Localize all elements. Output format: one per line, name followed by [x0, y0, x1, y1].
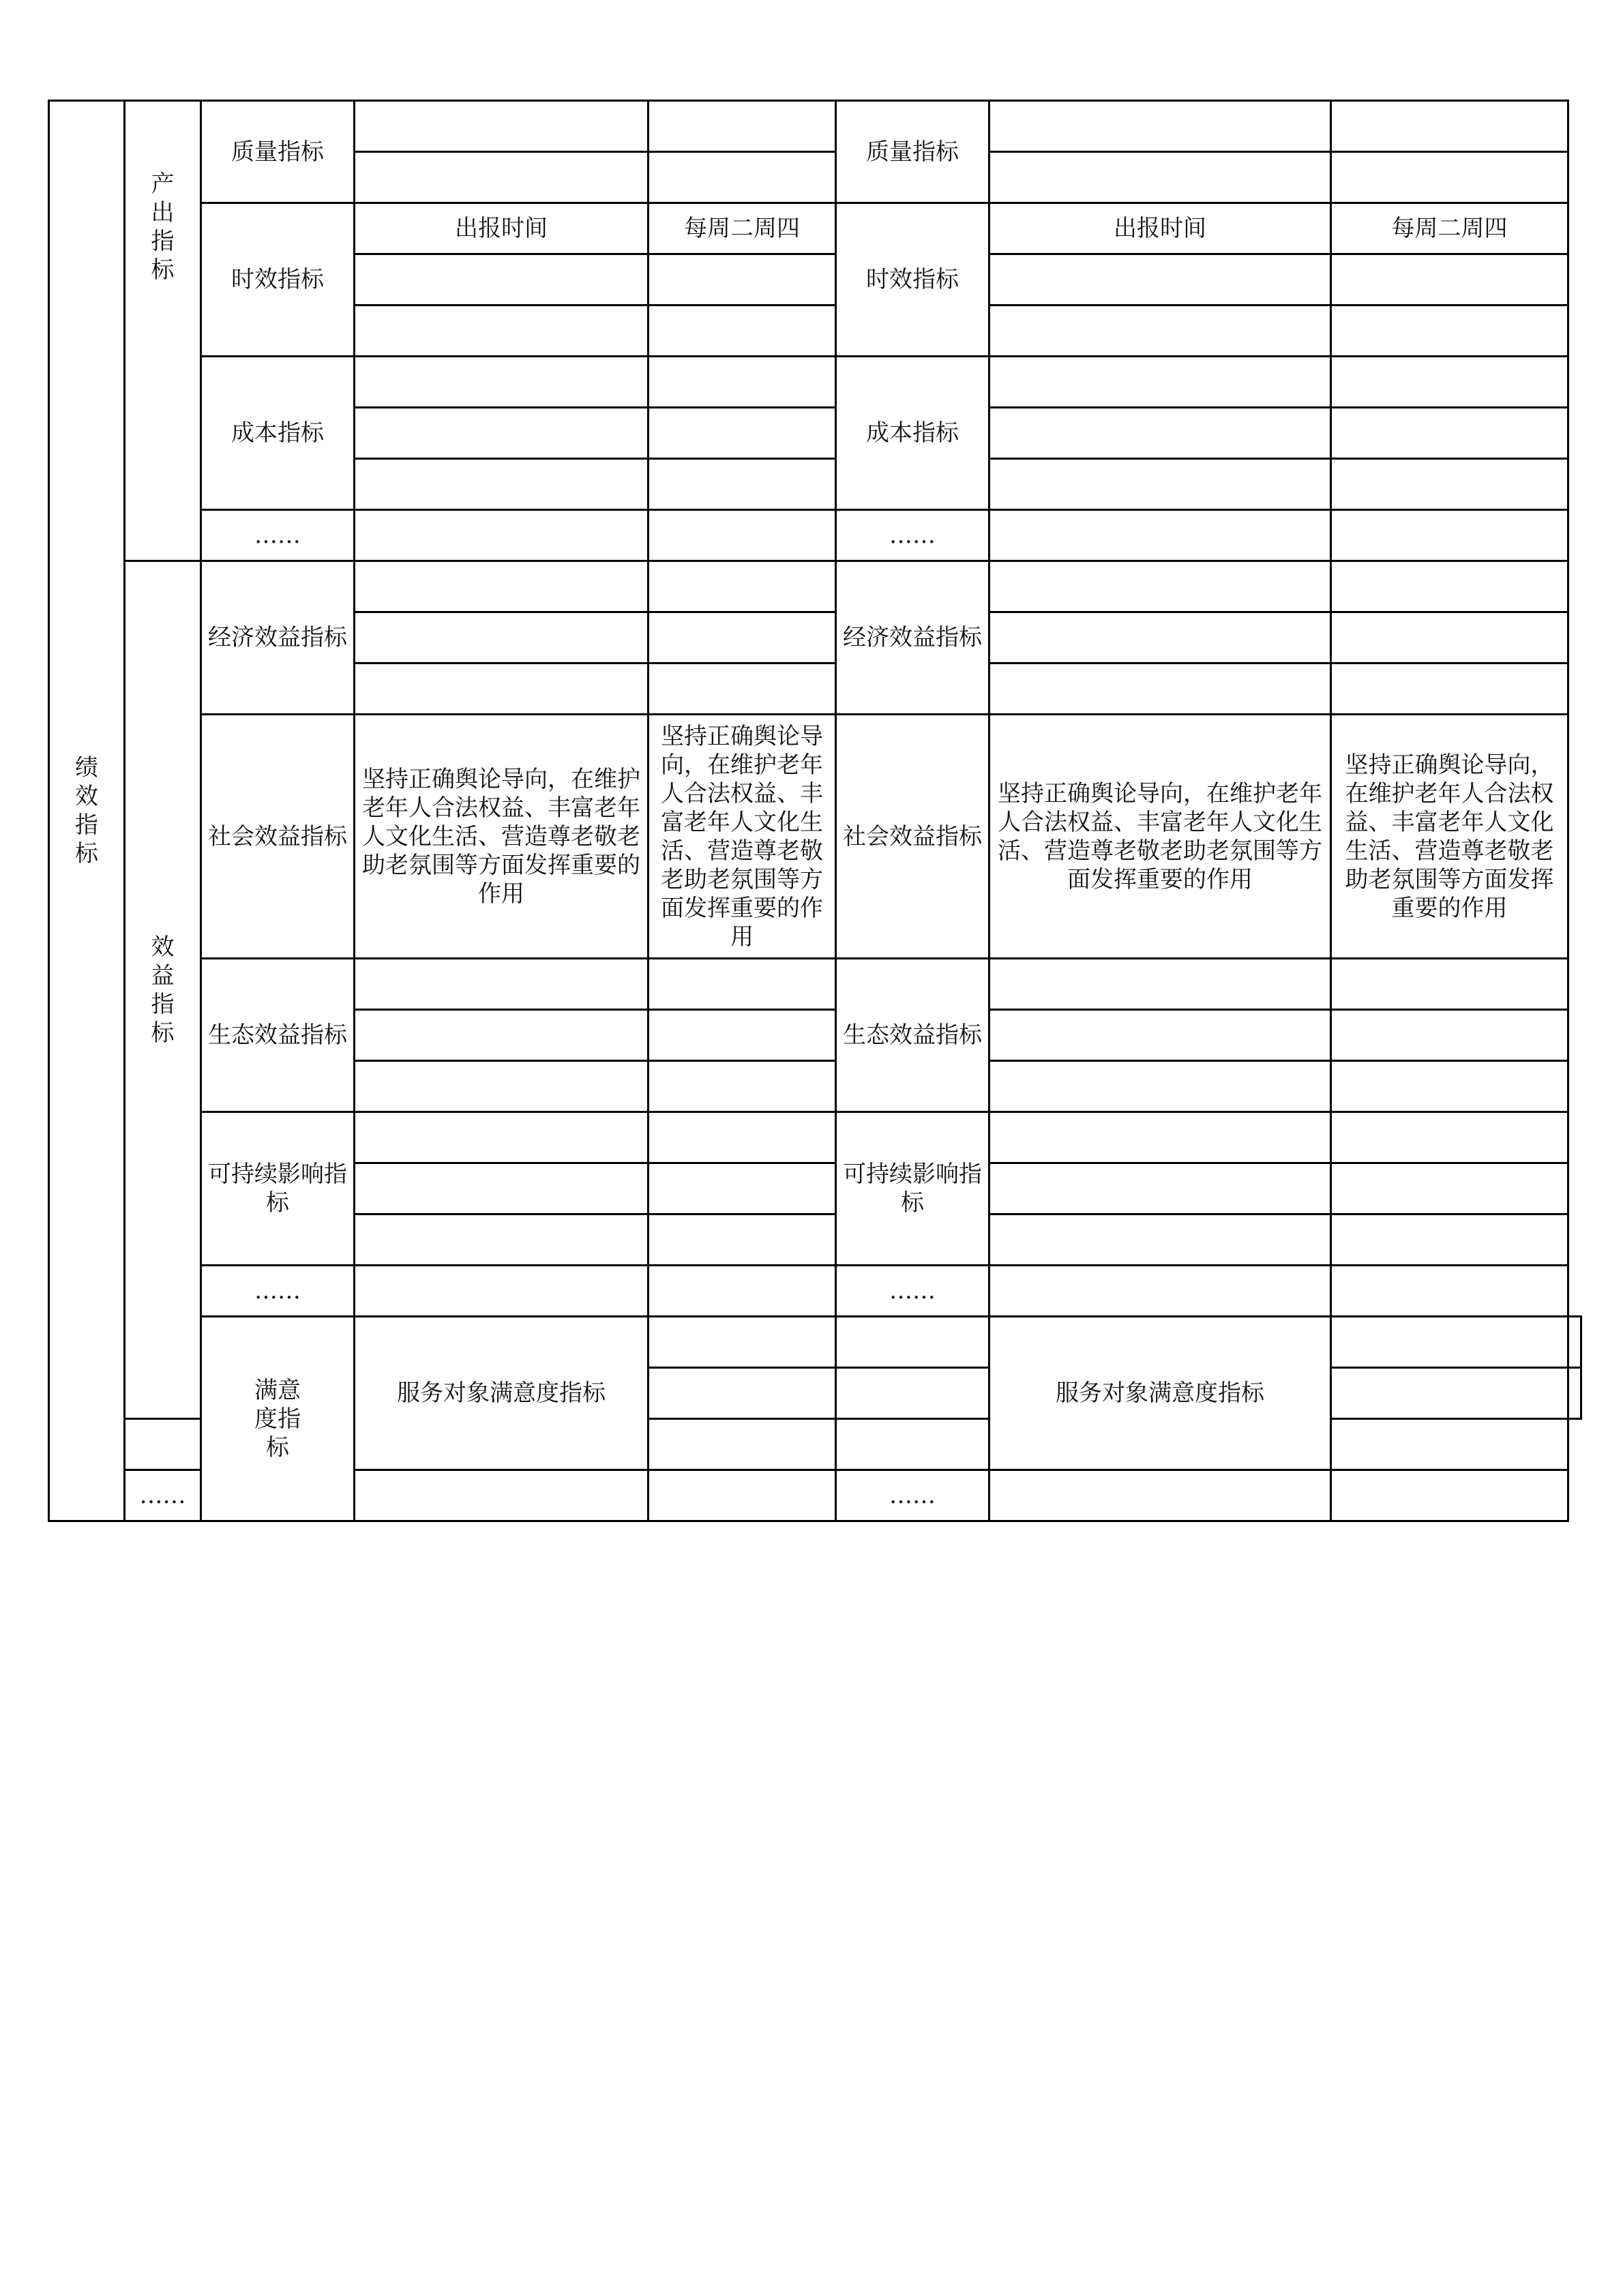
value-cell — [649, 1266, 836, 1317]
value-cell — [989, 1266, 1331, 1317]
sustainable-indicator-right: 可持续影响指标 — [836, 1112, 989, 1266]
value-cell — [989, 1214, 1331, 1266]
value-cell — [1331, 459, 1568, 510]
value-cell — [649, 459, 836, 510]
value-cell — [989, 1061, 1331, 1112]
value-cell — [355, 459, 649, 510]
social-benefit-text: 坚持正确舆论导向，在维护老年人合法权益、丰富老年人文化生活、营造尊老敬老助老氛围等方面发挥重要的作用 — [355, 715, 649, 959]
value-cell — [355, 101, 649, 152]
table-row — [49, 715, 1581, 959]
ellipsis-left: …… — [201, 510, 355, 561]
value-cell — [355, 408, 649, 459]
value-cell — [1568, 1317, 1581, 1368]
value-cell — [355, 510, 649, 561]
value-cell — [649, 1163, 836, 1214]
value-cell — [989, 357, 1331, 408]
performance-indicator-table — [48, 100, 1582, 1522]
ellipsis-left: …… — [125, 1470, 201, 1521]
economic-indicator-right: 经济效益指标 — [836, 561, 989, 715]
value-cell — [355, 561, 649, 612]
value-cell — [1331, 152, 1568, 203]
value-cell — [649, 1419, 836, 1470]
value-cell — [649, 1214, 836, 1266]
value-cell — [125, 1419, 201, 1470]
value-cell — [355, 1061, 649, 1112]
value-cell — [649, 612, 836, 664]
sustainable-indicator-left: 可持续影响指标 — [201, 1112, 355, 1266]
cost-indicator-right: 成本指标 — [836, 357, 989, 510]
value-cell — [1331, 305, 1568, 357]
value-cell — [1331, 101, 1568, 152]
output-indicator-label: 产出指标 — [151, 170, 175, 284]
table-row — [49, 510, 1581, 561]
table-row — [49, 101, 1581, 152]
value-cell — [1568, 1368, 1581, 1419]
value-cell — [989, 152, 1331, 203]
value-cell — [649, 561, 836, 612]
social-indicator-left: 社会效益指标 — [201, 715, 355, 959]
value-cell — [355, 1470, 649, 1521]
value-cell — [355, 152, 649, 203]
value-cell — [355, 1163, 649, 1214]
table-row — [49, 1317, 1581, 1368]
table-row — [49, 959, 1581, 1010]
value-cell — [649, 1470, 836, 1521]
ellipsis-left: …… — [201, 1266, 355, 1317]
value-cell — [649, 152, 836, 203]
value-cell — [989, 1112, 1331, 1163]
report-time-name-left: 出报时间 — [355, 203, 649, 254]
value-cell — [836, 1419, 989, 1470]
value-cell — [1331, 1163, 1568, 1214]
value-cell — [1331, 1470, 1568, 1521]
value-cell — [649, 305, 836, 357]
value-cell — [1331, 1112, 1568, 1163]
value-cell — [649, 101, 836, 152]
value-cell — [989, 664, 1331, 715]
cost-indicator-left: 成本指标 — [201, 357, 355, 510]
value-cell — [649, 254, 836, 305]
timeliness-indicator-right: 时效指标 — [836, 203, 989, 357]
quality-indicator-right: 质量指标 — [836, 101, 989, 203]
value-cell — [649, 1317, 836, 1368]
value-cell — [1331, 254, 1568, 305]
value-cell — [989, 101, 1331, 152]
value-cell — [355, 1214, 649, 1266]
value-cell — [649, 357, 836, 408]
value-cell — [1331, 1368, 1568, 1419]
value-cell — [1331, 408, 1568, 459]
value-cell — [649, 510, 836, 561]
table-row — [49, 357, 1581, 408]
satisfaction-indicator-cell — [201, 1317, 355, 1521]
value-cell — [355, 612, 649, 664]
value-cell — [989, 254, 1331, 305]
value-cell — [1331, 959, 1568, 1010]
value-cell — [649, 959, 836, 1010]
value-cell — [989, 561, 1331, 612]
value-cell — [355, 357, 649, 408]
value-cell — [1331, 561, 1568, 612]
value-cell — [355, 664, 649, 715]
ellipsis-right: …… — [836, 510, 989, 561]
ellipsis-right: …… — [836, 1470, 989, 1521]
value-cell — [989, 459, 1331, 510]
service-satisfaction-left: 服务对象满意度指标 — [355, 1317, 649, 1470]
value-cell — [649, 1061, 836, 1112]
report-time-value-right: 每周二周四 — [1331, 203, 1568, 254]
value-cell — [649, 408, 836, 459]
timeliness-indicator-left: 时效指标 — [201, 203, 355, 357]
benefit-indicator-cell — [125, 561, 201, 1419]
value-cell — [989, 1010, 1331, 1061]
quality-indicator-left: 质量指标 — [201, 101, 355, 203]
value-cell — [355, 959, 649, 1010]
value-cell — [989, 959, 1331, 1010]
satisfaction-indicator-label: 满意度指标 — [254, 1376, 301, 1461]
ecological-indicator-right: 生态效益指标 — [836, 959, 989, 1112]
value-cell — [355, 1266, 649, 1317]
value-cell — [1331, 1010, 1568, 1061]
report-time-name-right: 出报时间 — [989, 203, 1331, 254]
value-cell — [355, 1010, 649, 1061]
social-benefit-text: 坚持正确舆论导向，在维护老年人合法权益、丰富老年人文化生活、营造尊老敬老助老氛围等方面发挥重要的作用 — [989, 715, 1331, 959]
value-cell — [836, 1368, 989, 1419]
value-cell — [649, 1368, 836, 1419]
category-cell — [49, 101, 125, 1521]
value-cell — [989, 305, 1331, 357]
value-cell — [989, 510, 1331, 561]
table-row — [49, 203, 1581, 254]
economic-indicator-left: 经济效益指标 — [201, 561, 355, 715]
value-cell — [989, 408, 1331, 459]
value-cell — [1331, 357, 1568, 408]
value-cell — [1331, 1419, 1568, 1470]
value-cell — [989, 612, 1331, 664]
benefit-indicator-label: 效益指标 — [151, 933, 175, 1047]
social-benefit-text: 坚持正确舆论导向，在维护老年人合法权益、丰富老年人文化生活、营造尊老敬老助老氛围等方面发挥重要的作用 — [1331, 715, 1568, 959]
social-indicator-right: 社会效益指标 — [836, 715, 989, 959]
value-cell — [1331, 664, 1568, 715]
service-satisfaction-right: 服务对象满意度指标 — [989, 1317, 1331, 1470]
value-cell — [1331, 1266, 1568, 1317]
table-row — [49, 561, 1581, 612]
value-cell — [1331, 1061, 1568, 1112]
value-cell — [1331, 612, 1568, 664]
output-indicator-cell — [125, 101, 201, 561]
category-label: 绩效指标 — [74, 754, 98, 867]
value-cell — [1331, 1317, 1568, 1368]
table-row — [49, 1112, 1581, 1163]
value-cell — [1331, 510, 1568, 561]
social-benefit-text: 坚持正确舆论导向，在维护老年人合法权益、丰富老年人文化生活、营造尊老敬老助老氛围等方面发挥重要的作用 — [649, 715, 836, 959]
report-time-value-left: 每周二周四 — [649, 203, 836, 254]
value-cell — [649, 664, 836, 715]
ecological-indicator-left: 生态效益指标 — [201, 959, 355, 1112]
value-cell — [355, 1112, 649, 1163]
value-cell — [989, 1470, 1331, 1521]
value-cell — [836, 1317, 989, 1368]
value-cell — [649, 1112, 836, 1163]
table-row — [49, 1266, 1581, 1317]
value-cell — [989, 1163, 1331, 1214]
ellipsis-right: …… — [836, 1266, 989, 1317]
value-cell — [355, 254, 649, 305]
value-cell — [649, 1010, 836, 1061]
value-cell — [355, 305, 649, 357]
value-cell — [1331, 1214, 1568, 1266]
